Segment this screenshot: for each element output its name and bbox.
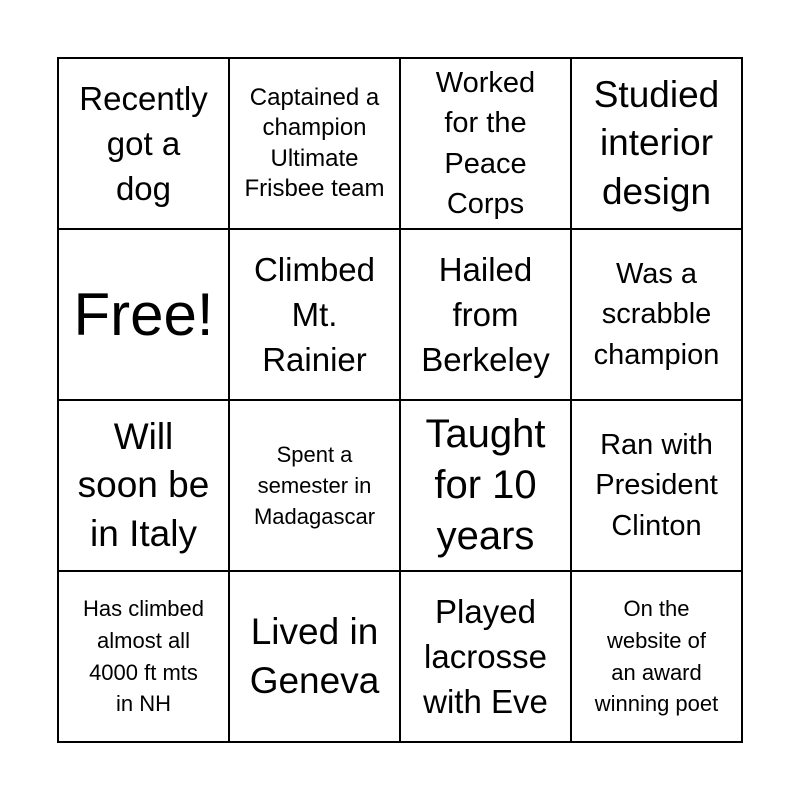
bingo-cell-r2c3[interactable] (401, 230, 572, 401)
bingo-cell-r2c1-free[interactable] (59, 230, 230, 401)
bingo-cell-r4c1[interactable] (59, 572, 230, 743)
bingo-cell-r2c4[interactable] (572, 230, 743, 401)
bingo-cell-r3c3[interactable] (401, 401, 572, 572)
cell-text: Worked for the Peace Corps (435, 67, 536, 220)
bingo-card (57, 57, 743, 743)
cell-text: Lived in Geneva (249, 611, 380, 701)
bingo-cell-r1c2[interactable] (230, 59, 401, 230)
cell-text: Will soon be in Italy (77, 416, 210, 554)
free-space-text: Free! (73, 280, 214, 348)
bingo-cell-r4c4[interactable] (572, 572, 743, 743)
bingo-cell-r3c4[interactable] (572, 401, 743, 572)
cell-text: Captained a champion Ultimate Frisbee team (244, 84, 385, 202)
bingo-cell-r4c2[interactable] (230, 572, 401, 743)
bingo-cell-r4c3[interactable] (401, 572, 572, 743)
cell-text: On the website of an award winning poet (594, 595, 719, 717)
cell-text: Climbed Mt. Rainier (253, 250, 376, 379)
bingo-cell-r2c2[interactable] (230, 230, 401, 401)
bingo-cell-r1c4[interactable] (572, 59, 743, 230)
bingo-cell-r3c2[interactable] (230, 401, 401, 572)
cell-text: Studied interior design (593, 74, 720, 212)
cell-text: Recently got a dog (79, 79, 208, 208)
bingo-cell-r3c1[interactable] (59, 401, 230, 572)
cell-text: Spent a semester in Madagascar (253, 441, 376, 530)
cell-text: Has climbed almost all 4000 ft mts in NH (82, 595, 205, 717)
cell-text: Hailed from Berkeley (421, 250, 550, 379)
bingo-cell-r1c3[interactable] (401, 59, 572, 230)
bingo-cell-r1c1[interactable] (59, 59, 230, 230)
cell-text: Ran with President Clinton (595, 429, 718, 542)
cell-text: Played lacrosse with Eve (423, 592, 548, 721)
cell-text: Was a scrabble champion (593, 258, 720, 371)
cell-text: Taught for 10 years (425, 412, 546, 558)
